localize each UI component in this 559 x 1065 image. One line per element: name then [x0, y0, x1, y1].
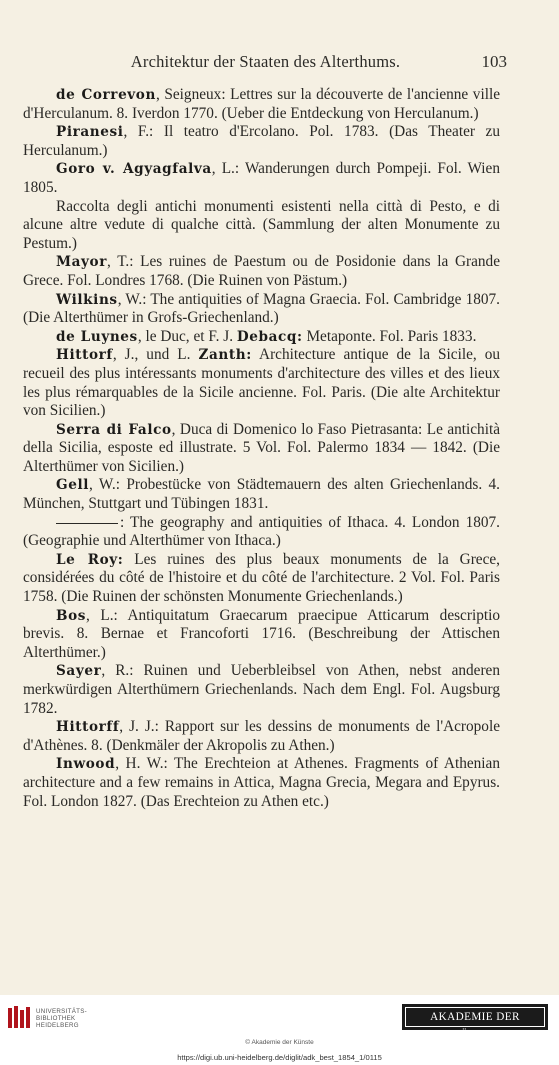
bibliography-entry [23, 328, 500, 347]
entry-author: Wilkins [56, 291, 118, 308]
bibliography-entry [23, 123, 500, 160]
entry-text-cont: Metaponte. Fol. Paris 1833. [302, 327, 477, 345]
entry-author: Inwood [56, 756, 116, 773]
entry-text: Les ruines des plus beaux monuments de la Grece, considérées du côté de l'histoire et du côté de l'architecture. 2 Vol. Fol. Paris 1758. (Die Ruinen der schönsten Monumente Griechenlands.) [23, 550, 501, 606]
entry-author: Le Roy: [56, 551, 124, 568]
entry-text-cont: Architecture antique de la Sicile, ou recueil des plus intéressants monuments d'architecture des villes et des lieux les plus rémarquables de la Sicile ancienne. Fol. Paris. (Die alte Architektur von Sicilien.) [23, 346, 501, 420]
entry-text: , T.: Les ruines de Paestum ou de Posidonie dans la Grande Grece. Fol. Londres 1768. (Die Ruinen von Pästum.) [23, 253, 500, 289]
running-header [24, 52, 507, 74]
akademie-logo-text: AKADEMIE DER KÜNSTE [405, 1007, 545, 1027]
bibliography-entry [23, 86, 500, 123]
entry-author: Mayor [56, 254, 107, 271]
bibliography-entry [23, 198, 500, 254]
entry-author: Gell [56, 477, 89, 494]
entry-text: , J. J.: Rapport sur les dessins de monuments de l'Acropole d'Athènes. 8. (Denkmäler der Akropolis zu Athen.) [23, 718, 500, 754]
bibliography-entry [23, 253, 500, 290]
entry-author: de Correvon [56, 87, 156, 103]
entry-text: : The geography and antiquities of Ithaca. 4. London 1807. (Geographie und Alterthümer von Ithaca.) [23, 513, 500, 550]
bibliography-entry [23, 421, 500, 477]
source-url[interactable]: https://digi.ub.uni-heidelberg.de/diglit/adk_best_1854_1/0115 [177, 1053, 382, 1062]
logo-line-3: HEIDELBERG [36, 1022, 79, 1029]
bibliography-entry [23, 476, 500, 513]
entry-author: de Luynes [56, 328, 138, 345]
entry-author: Sayer [56, 663, 102, 680]
bibliography-entry [23, 755, 500, 811]
logo-line-1: UNIVERSITÄTS- [36, 1008, 87, 1015]
entry-text: , H. W.: The Erechteion at Athenes. Fragments of Athenian architecture and a few remains in Attica, Magna Grecia, Megara and Epyrus. Fol. London 1827. (Das Erechteion zu Athen etc.) [23, 755, 500, 810]
entry-coauthor: Zanth: [198, 347, 252, 364]
bibliography-entry [23, 607, 500, 663]
entry-author: Goro v. Agyagfalva [56, 161, 212, 178]
entry-text: , L.: Wanderungen durch Pompeji. Fol. Wien 1805. [23, 160, 500, 196]
entry-coauthor: Debacq: [236, 328, 303, 345]
entry-text: , Duca di Domenico lo Faso Pietrasanta: Le antichità della Sicilia, esposte ed illustrate. 5 Vol. Fol. Palermo 1834 — 1842. (Die Alterthümer von Sicilien.) [23, 420, 500, 475]
entry-text: , W.: Probestücke von Städtemauern des alten Griechenlands. 4. München, Stuttgart und Tübingen 1831. [23, 476, 500, 513]
entry-text: , J., und L. [112, 346, 199, 364]
page-number: 103 [481, 52, 507, 71]
running-title: Architektur der Staaten des Alterthums. [130, 52, 401, 71]
entry-text: , R.: Ruinen und Ueberbleibsel von Athen, nebst anderen merkwürdigen Alterthümern Griechenlands. Nach dem Engl. Fol. Augsburg 1782. [23, 662, 500, 717]
entry-author: Piranesi [56, 124, 124, 141]
entry-text: , le Duc, et F. J. [137, 327, 237, 345]
bibliography-entry [23, 291, 500, 328]
bibliography-list [23, 86, 500, 811]
entry-text: , Seigneux: Lettres sur la découverte de l'ancienne ville d'Herculanum. 8. Iverdon 1770. (Ueber die Entdeckung von Herculanum.) [23, 86, 500, 122]
copyright-notice: © Akademie der Künste [245, 1039, 314, 1046]
entry-text: Raccolta degli antichi monumenti esistenti nella città di Pesto, e di alcune altre vedute di qualche città. (Sammlung der alten Monumente zu Pestum.) [23, 197, 500, 252]
library-logo-icon [6, 1004, 32, 1032]
university-library-logo[interactable] [6, 1004, 136, 1036]
bibliography-entry [23, 514, 500, 551]
bibliography-entry [23, 718, 500, 755]
akademie-logo[interactable] [402, 1004, 548, 1041]
bibliography-entry [23, 160, 500, 197]
entry-author: Hittorff [56, 719, 120, 736]
bibliography-entry [23, 551, 500, 607]
bibliography-entry [23, 346, 500, 420]
entry-author: Hittorf [56, 347, 113, 364]
entry-text: , W.: The antiquities of Magna Graecia. Fol. Cambridge 1807. (Die Alterthümer in Grofs-Griechenland.) [23, 290, 500, 327]
bibliography-entry [23, 662, 500, 718]
entry-text: , F.: Il teatro d'Ercolano. Pol. 1783. (Das Theater zu Herculanum.) [23, 123, 500, 159]
entry-author: Serra di Falco [56, 421, 172, 438]
ditto-dash [56, 523, 118, 524]
entry-author: Bos [56, 607, 87, 624]
logo-line-2: BIBLIOTHEK [36, 1015, 76, 1022]
entry-text: , L.: Antiquitatum Graecarum praecipue Atticarum descriptio brevis. 8. Bernae et Francoforti 1716. (Beschreibung der Attischen Alterthümer.) [23, 606, 500, 661]
